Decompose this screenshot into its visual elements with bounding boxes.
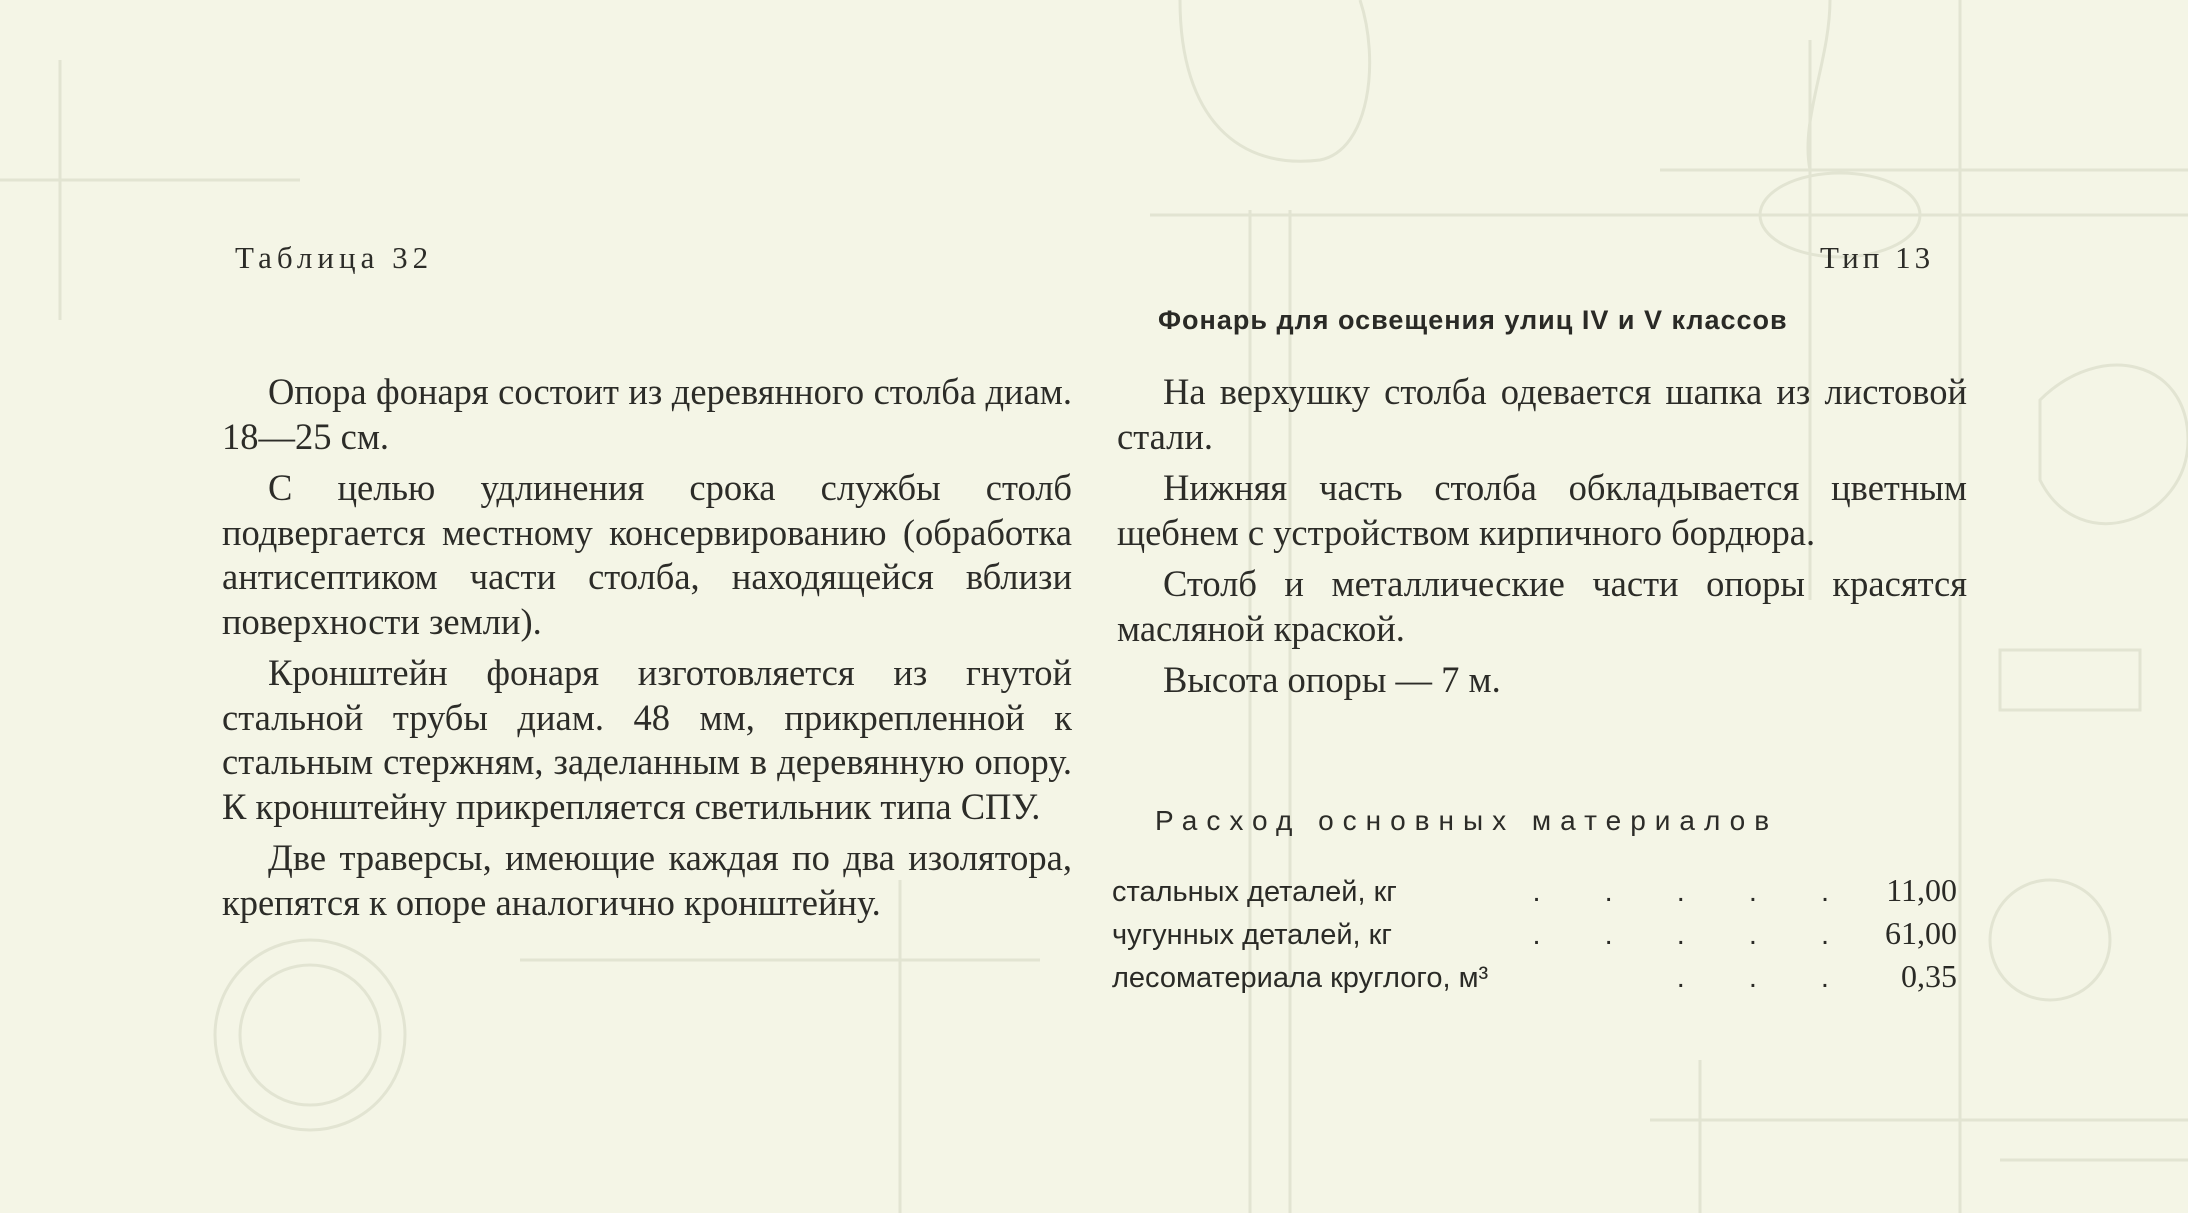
paragraph: Опора фонаря состоит из деревянного столба диам. 18—25 см. — [222, 371, 1072, 457]
material-label: чугунных деталей, кг — [1112, 919, 1392, 951]
left-text-column — [222, 370, 1072, 932]
paragraph: С целью удлинения срока службы столб подвергается местному консервированию (обработка антисептиком части столба, находящейся вблизи поверхности земли). — [222, 467, 1072, 642]
paragraph: Нижняя часть столба обкладывается цветным щебнем с устройством кирпичного бордюра. — [1117, 467, 1967, 553]
material-label: стальных деталей, кг — [1112, 876, 1397, 908]
materials-row — [1112, 872, 1957, 915]
materials-list — [1112, 872, 1957, 1001]
material-value: 61,00 — [1885, 915, 1957, 951]
paragraph: Кронштейн фонаря изготовляется из гнутой стальной трубы диам. 48 мм, прикрепленной к стальным стержням, заделанным в деревянную опору. К кронштейну прикрепляется светильник типа СПУ. — [222, 652, 1072, 827]
type-number-label: Тип 13 — [1820, 240, 1935, 275]
materials-title: Расход основных материалов — [1155, 805, 1779, 836]
paragraph: Высота опоры — 7 м. — [1163, 659, 1501, 700]
material-value: 0,35 — [1901, 958, 1957, 994]
paragraph: Столб и металлические части опоры красятся масляной краской. — [1117, 563, 1967, 649]
paragraph: Две траверсы, имеющие каждая по два изолятора, крепятся к опоре аналогично кронштейну. — [222, 837, 1072, 923]
leader-dots: . . . . . — [1532, 919, 1857, 951]
material-label: лесоматериала круглого, м³ — [1112, 962, 1489, 994]
leader-dots: . . . . . — [1532, 876, 1857, 908]
materials-row — [1112, 915, 1957, 958]
right-text-column — [1117, 370, 1967, 710]
material-value: 11,00 — [1886, 872, 1957, 908]
paragraph: На верхушку столба одевается шапка из листовой стали. — [1117, 371, 1967, 457]
materials-row — [1112, 958, 1957, 1001]
table-number-label: Таблица 32 — [235, 240, 434, 275]
leader-dots: . . . — [1676, 962, 1857, 994]
document-subtitle: Фонарь для освещения улиц IV и V классов — [1158, 305, 1788, 335]
